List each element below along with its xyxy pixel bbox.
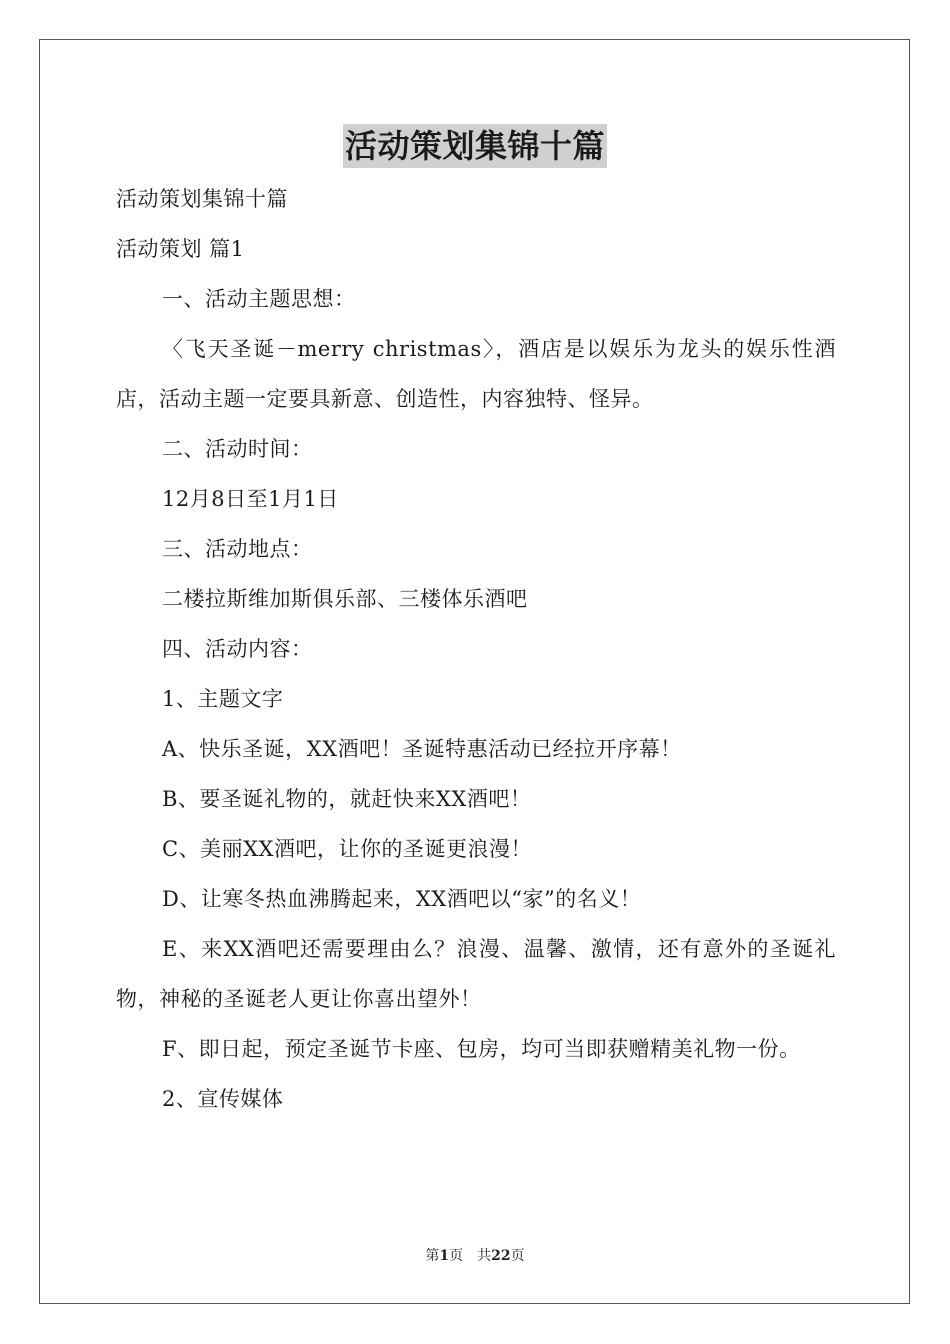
body-line: C、美丽XX酒吧，让你的圣诞更浪漫！: [162, 837, 532, 861]
body-heading: 活动策划集锦十篇: [116, 187, 288, 211]
body-line: 三、活动地点：: [162, 537, 313, 561]
body-line: 二楼拉斯维加斯俱乐部、三楼体乐酒吧: [162, 587, 528, 611]
body-line: 四、活动内容：: [162, 637, 313, 661]
body-paragraph: F、即日起，预定圣诞节卡座、包房，均可当即获赠精美礼物一份。: [162, 1037, 801, 1061]
total-suffix: 页: [510, 1248, 525, 1264]
body-line: A、快乐圣诞，XX酒吧！圣诞特惠活动已经拉开序幕！: [162, 737, 682, 761]
page-footer: [0, 1246, 950, 1266]
body-line: 一、活动主题思想：: [162, 287, 356, 311]
body-line: 1、主题文字: [162, 687, 284, 711]
total-prefix: 共: [477, 1248, 492, 1264]
page-number: 1: [439, 1248, 450, 1264]
document-title-text: 活动策划集锦十篇: [343, 124, 607, 168]
total-pages: 22: [491, 1248, 511, 1264]
body-line: D、让寒冬热血沸腾起来，XX酒吧以“家”的名义！: [162, 887, 642, 911]
body-line: 二、活动时间：: [162, 437, 313, 461]
body-line: 12月8日至1月1日: [162, 487, 339, 511]
body-line: B、要圣诞礼物的，就赶快来XX酒吧！: [162, 787, 532, 811]
document-body: [116, 174, 836, 1124]
body-paragraph: E、来XX酒吧还需要理由么？浪漫、温馨、激情，还有意外的圣诞礼物，神秘的圣诞老人更让你喜出望外！: [116, 937, 836, 1011]
body-paragraph: 〈飞天圣诞－merry christmas〉，酒店是以娱乐为龙头的娱乐性酒店，活动主题一定要具新意、创造性，内容独特、怪异。: [116, 337, 836, 411]
page-suffix: 页: [449, 1248, 464, 1264]
page-prefix: 第: [425, 1248, 440, 1264]
body-line: 2、宣传媒体: [162, 1087, 284, 1111]
document-title: [0, 124, 950, 168]
section-heading: 活动策划 篇1: [116, 237, 245, 261]
